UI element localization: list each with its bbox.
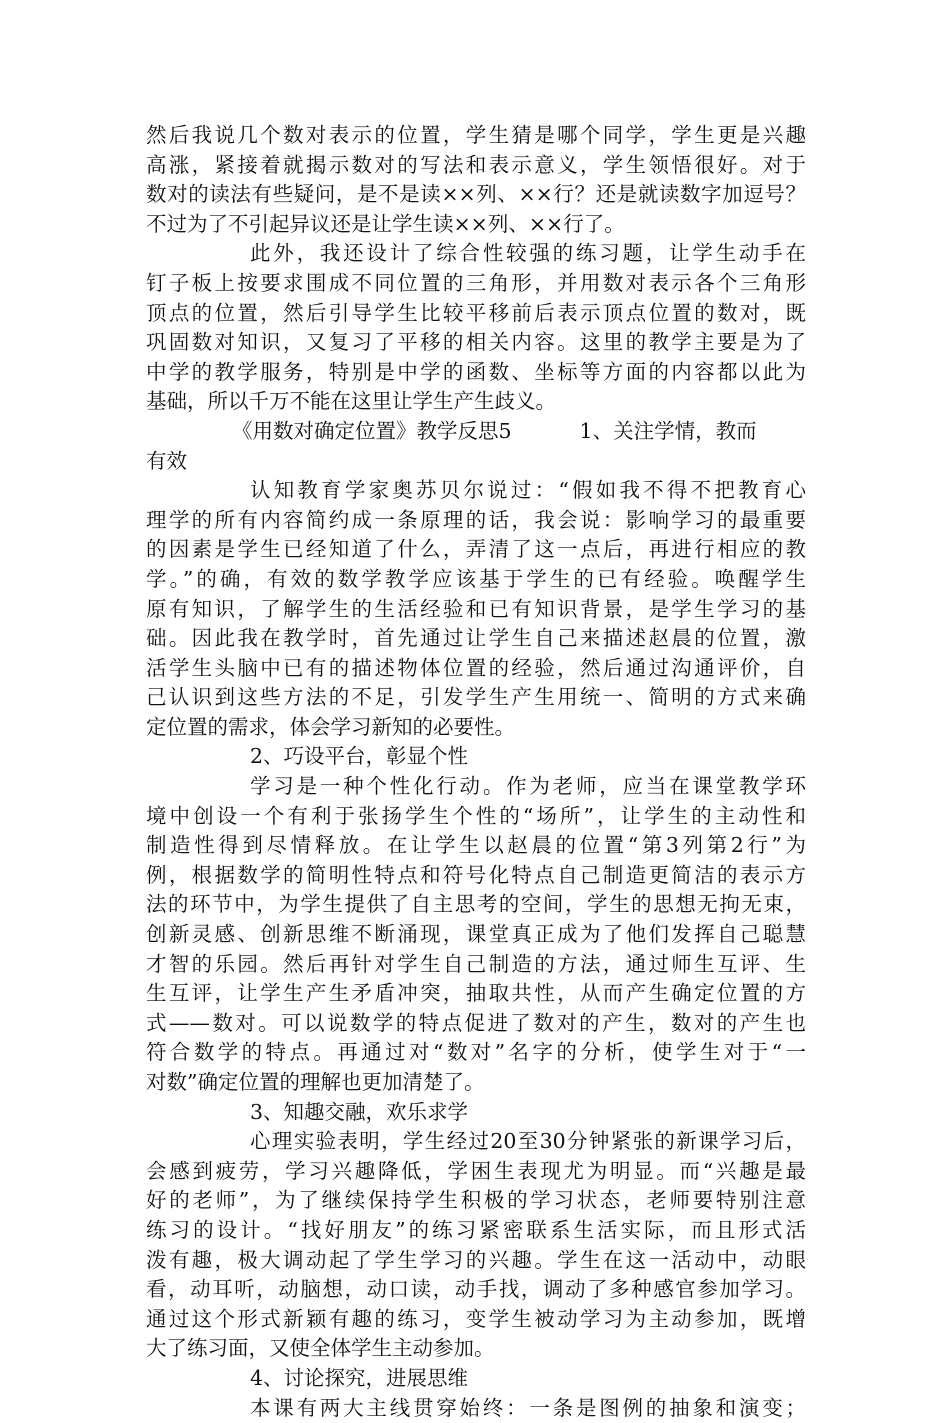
line-text: 《用数对确定位置》教学反思5	[232, 418, 512, 443]
line-text: 原有知识，了解学生的生活经验和已有知识背景，是学生学习的基	[146, 596, 806, 621]
line-text: 通过这个形式新颖有趣的练习，变学生被动学习为主动参加，既增	[146, 1306, 806, 1331]
line-text: 的因素是学生已经知道了什么，弄清了这一点后，再进行相应的教	[146, 537, 806, 562]
section-heading	[146, 1098, 806, 1128]
line-text: 数对的读法有些疑问，是不是读××列、××行？还是就读数字加逗号？	[146, 182, 806, 207]
text-line	[146, 624, 806, 654]
line-text: 才智的乐园。然后再针对学生自己制造的方法，通过师生互评、生	[146, 951, 806, 976]
text-line	[146, 654, 806, 684]
text-line	[146, 683, 806, 713]
text-line	[146, 1246, 806, 1276]
text-line	[146, 328, 806, 358]
text-line	[146, 1127, 806, 1157]
text-line	[146, 269, 806, 299]
section-heading-inline: 1、关注学情，教而	[579, 418, 757, 443]
line-text: 本课有两大主线贯穿始终：一条是图例的抽象和演变；	[250, 1395, 806, 1420]
text-line	[146, 950, 806, 980]
line-text: 泼有趣，极大调动起了学生学习的兴趣。学生在这一活动中，动眼	[146, 1247, 806, 1272]
text-line	[146, 565, 806, 595]
text-line	[146, 299, 806, 329]
line-text: 认知教育学家奥苏贝尔说过：“假如我不得不把教育心	[250, 478, 806, 503]
text-line	[146, 210, 806, 240]
line-text: 巩固数对知识，又复习了平移的相关内容。这里的教学主要是为了	[146, 330, 806, 355]
text-line	[146, 180, 806, 210]
text-line	[146, 358, 806, 388]
line-text: 制造性得到尽情释放。在让学生以赵晨的位置“第3列第2行”为	[146, 833, 806, 858]
line-text: 基础，所以千万不能在这里让学生产生歧义。	[146, 389, 556, 414]
text-line	[146, 1186, 806, 1216]
text-line	[146, 772, 806, 802]
line-text: 会感到疲劳，学习兴趣降低，学困生表现尤为明显。而“兴趣是最	[146, 1158, 806, 1183]
text-line	[146, 802, 806, 832]
text-line	[146, 447, 806, 477]
text-line	[146, 535, 806, 565]
line-text: 学习是一种个性化行动。作为老师，应当在课堂教学环	[250, 774, 806, 799]
line-text: 大了练习面，又使全体学生主动参加。	[146, 1336, 495, 1361]
line-text: 2、巧设平台，彰显个性	[250, 744, 469, 769]
line-text: 4、讨论探究，进展思维	[250, 1365, 469, 1390]
text-line	[146, 831, 806, 861]
line-text: 创新灵感、创新思维不断涌现，课堂真正成为了他们发挥自己聪慧	[146, 922, 806, 947]
line-text: 法的环节中，为学生提供了自主思考的空间，学生的思想无拘无束，	[146, 892, 806, 917]
line-text: 然后我说几个数对表示的位置，学生猜是哪个同学，学生更是兴趣	[146, 123, 806, 147]
text-line	[146, 151, 806, 181]
line-text: 有效	[146, 448, 187, 473]
text-line	[146, 979, 806, 1009]
line-text: 定位置的需求，体会学习新知的必要性。	[146, 714, 515, 739]
text-line	[146, 476, 806, 506]
section-heading	[146, 1364, 806, 1394]
text-line	[146, 890, 806, 920]
text-line	[146, 121, 806, 151]
text-line	[146, 1305, 806, 1335]
line-text: 己认识到这些方法的不足，引发学生产生用统一、简明的方式来确	[146, 685, 806, 710]
text-line	[146, 239, 806, 269]
line-text: 符合数学的特点。再通过对“数对”名字的分析，使学生对于“一	[146, 1040, 806, 1065]
line-text: 础。因此我在教学时，首先通过让学生自己来描述赵晨的位置，激	[146, 626, 806, 651]
line-text: 此外，我还设计了综合性较强的练习题，让学生动手在	[250, 241, 806, 266]
text-line	[146, 1068, 806, 1098]
text-line	[146, 506, 806, 536]
reflection-title-line	[146, 417, 806, 447]
line-text: 式——数对。可以说数学的特点促进了数对的产生，数对的产生也	[146, 1010, 806, 1035]
line-text: 境中创设一个有利于张扬学生个性的“场所”，让学生的主动性和	[146, 803, 806, 828]
text-line	[146, 1157, 806, 1187]
line-text: 心理实验表明，学生经过20至30分钟紧张的新课学习后，	[250, 1129, 806, 1154]
line-text: 对数”确定位置的理解也更加清楚了。	[146, 1070, 485, 1094]
text-line	[146, 595, 806, 625]
text-line	[146, 713, 806, 743]
line-text: 高涨，紧接着就揭示数对的写法和表示意义，学生领悟很好。对于	[146, 152, 806, 177]
line-text: 练习的设计。“找好朋友”的练习紧密联系生活实际，而且形式活	[146, 1217, 806, 1242]
line-text: 例，根据数学的简明性特点和符号化特点自己制造更简洁的表示方	[146, 862, 806, 887]
line-text: 不过为了不引起异议还是让学生读××列、××行了。	[146, 211, 625, 236]
line-text: 生互评，让学生产生矛盾冲突，抽取共性，从而产生确定位置的方	[146, 981, 806, 1006]
line-text: 钉子板上按要求围成不同位置的三角形，并用数对表示各个三角形	[146, 270, 806, 295]
section-heading	[146, 742, 806, 772]
text-line	[146, 1394, 806, 1423]
text-line	[146, 1275, 806, 1305]
line-text: 顶点的位置，然后引导学生比较平移前后表示顶点位置的数对，既	[146, 300, 806, 325]
text-line	[146, 861, 806, 891]
line-text: 看，动耳听，动脑想，动口读，动手找，调动了多种感官参加学习。	[146, 1277, 806, 1302]
line-text: 好的老师”，为了继续保持学生积极的学习状态，老师要特别注意	[146, 1188, 806, 1213]
text-line	[146, 1334, 806, 1364]
document-body	[146, 121, 806, 1423]
line-text: 理学的所有内容简约成一条原理的话，我会说：影响学习的最重要	[146, 507, 806, 532]
text-line	[146, 920, 806, 950]
text-line	[146, 1038, 806, 1068]
line-text: 活学生头脑中已有的描述物体位置的经验，然后通过沟通评价，自	[146, 655, 806, 680]
text-line	[146, 1009, 806, 1039]
line-text: 学。”的确，有效的数学教学应该基于学生的已有经验。唤醒学生	[146, 566, 806, 591]
line-text: 中学的教学服务，特别是中学的函数、坐标等方面的内容都以此为	[146, 359, 806, 384]
text-line	[146, 387, 806, 417]
text-line	[146, 1216, 806, 1246]
line-text: 3、知趣交融，欢乐求学	[250, 1099, 469, 1124]
